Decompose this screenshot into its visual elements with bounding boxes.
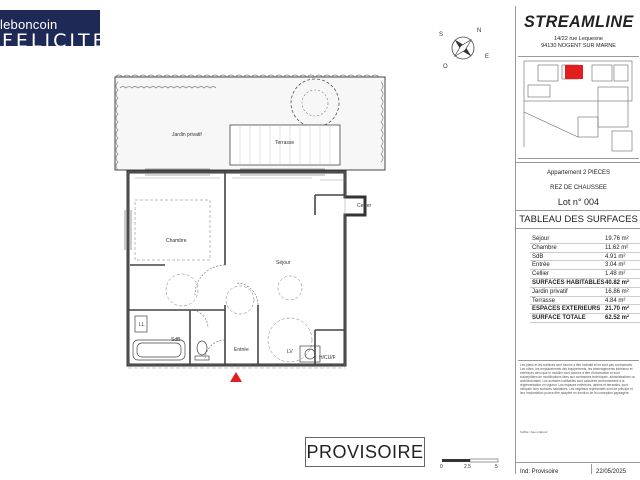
- scale-bar: [440, 458, 502, 472]
- provisional-stamp: [305, 437, 425, 467]
- table-row-total-habitable: SURFACES HABITABLES 40.82 m²: [530, 279, 640, 288]
- compass-rose: [437, 22, 489, 74]
- exterior-walls: [128, 172, 365, 365]
- room-label-entree: Entrée: [234, 347, 249, 353]
- compass-south: S: [439, 32, 444, 38]
- scale-label-0: 0: [440, 464, 443, 470]
- room-label-chambre: Chambre: [166, 238, 187, 244]
- provisional-stamp-text: PROVISOIRE: [306, 441, 424, 462]
- legal-notice: Les plans et les surfaces sont fournis à titre indicatif et ne sont pas contractuels. Les côtes, les emplacements des équipements, les aménagements intérieurs et extérieurs ainsi que le mobilier sont donnés à titre d'information et sont susceptibles de modifications liées aux contraintes techniques, administratives ou architecturales. Les surfaces habitables sont calculées conformément à la réglementation en vigueur. Les espaces extérieurs, jardins et terrasses, sont indiqués hors surfaces habitables. Les végétaux représentés sont de principe et leur implantation pourra être adaptée en fonction de la conception paysagère.: [518, 360, 639, 438]
- surfaces-table-title: TABLEAU DES SURFACES: [519, 214, 638, 225]
- scale-label-end: 5: [495, 464, 498, 470]
- entrance-arrow-icon: [230, 372, 242, 382]
- table-row: Entrée 3.04 m²: [530, 261, 640, 270]
- floor-level: REZ DE CHAUSSEE: [550, 185, 607, 191]
- table-row: Jardin privatif 16.86 m²: [530, 288, 640, 297]
- legend-soffit-text: Soffite / faux plafond: [520, 430, 548, 434]
- bathroom-fixtures: [133, 316, 320, 362]
- room-label-sejour: Séjour: [276, 260, 291, 266]
- compass-north: N: [477, 28, 482, 34]
- room-label-jardin: Jardin privatif: [172, 132, 202, 138]
- program-brand: STREAMLINE: [524, 12, 634, 31]
- key-plan: [518, 56, 639, 159]
- room-label-cellier: Cellier: [357, 203, 372, 209]
- fixture-label-ll: LL: [139, 322, 145, 328]
- apartment-type: Appartement 2 PIECES: [546, 170, 611, 176]
- lot-number: Lot n° 004: [557, 197, 600, 207]
- table-row: Séjour 19.76 m²: [530, 235, 640, 244]
- table-row-total-exterior: ESPACES EXTERIEURS 21.70 m²: [530, 305, 640, 314]
- table-row: Chambre 11.62 m²: [530, 244, 640, 253]
- compass-east: E: [485, 54, 490, 60]
- fixture-label-hcupf: H/CU/F: [319, 355, 336, 361]
- door-swings: [190, 265, 258, 360]
- legend-soffit: [520, 430, 547, 434]
- revision-index: Ind: Provisoire: [520, 469, 559, 475]
- compass-west: O: [443, 64, 448, 70]
- revision-date: 22/05/2025: [596, 469, 627, 475]
- table-row: Cellier 1.48 m²: [530, 270, 640, 279]
- address-line-2: 94130 NOGENT SUR MARNE: [541, 43, 616, 49]
- scale-label-mid: 2.5: [464, 464, 471, 470]
- key-plan-drawing: [518, 57, 639, 160]
- table-row-total: SURFACE TOTALE 62.52 m²: [530, 314, 640, 323]
- furniture: [135, 200, 312, 362]
- address-line-1: 14/22 rue Lequesne: [554, 36, 603, 42]
- info-panel: [515, 6, 640, 474]
- surfaces-table: [530, 235, 640, 323]
- dimension-lines: [135, 178, 345, 180]
- interior-walls: [128, 172, 345, 365]
- room-label-sdb: SdB: [171, 337, 181, 343]
- leboncoin-logo-text: leboncoin: [0, 17, 58, 32]
- room-label-terrasse: Terrasse: [275, 140, 295, 146]
- agency-logo-text: FELICITE: [2, 30, 108, 52]
- table-row: Terrasse 4.84 m²: [530, 297, 640, 306]
- selected-lot-marker: [565, 65, 583, 79]
- fixture-label-lv: LV: [287, 349, 293, 355]
- table-row: SdB 4.91 m²: [530, 253, 640, 262]
